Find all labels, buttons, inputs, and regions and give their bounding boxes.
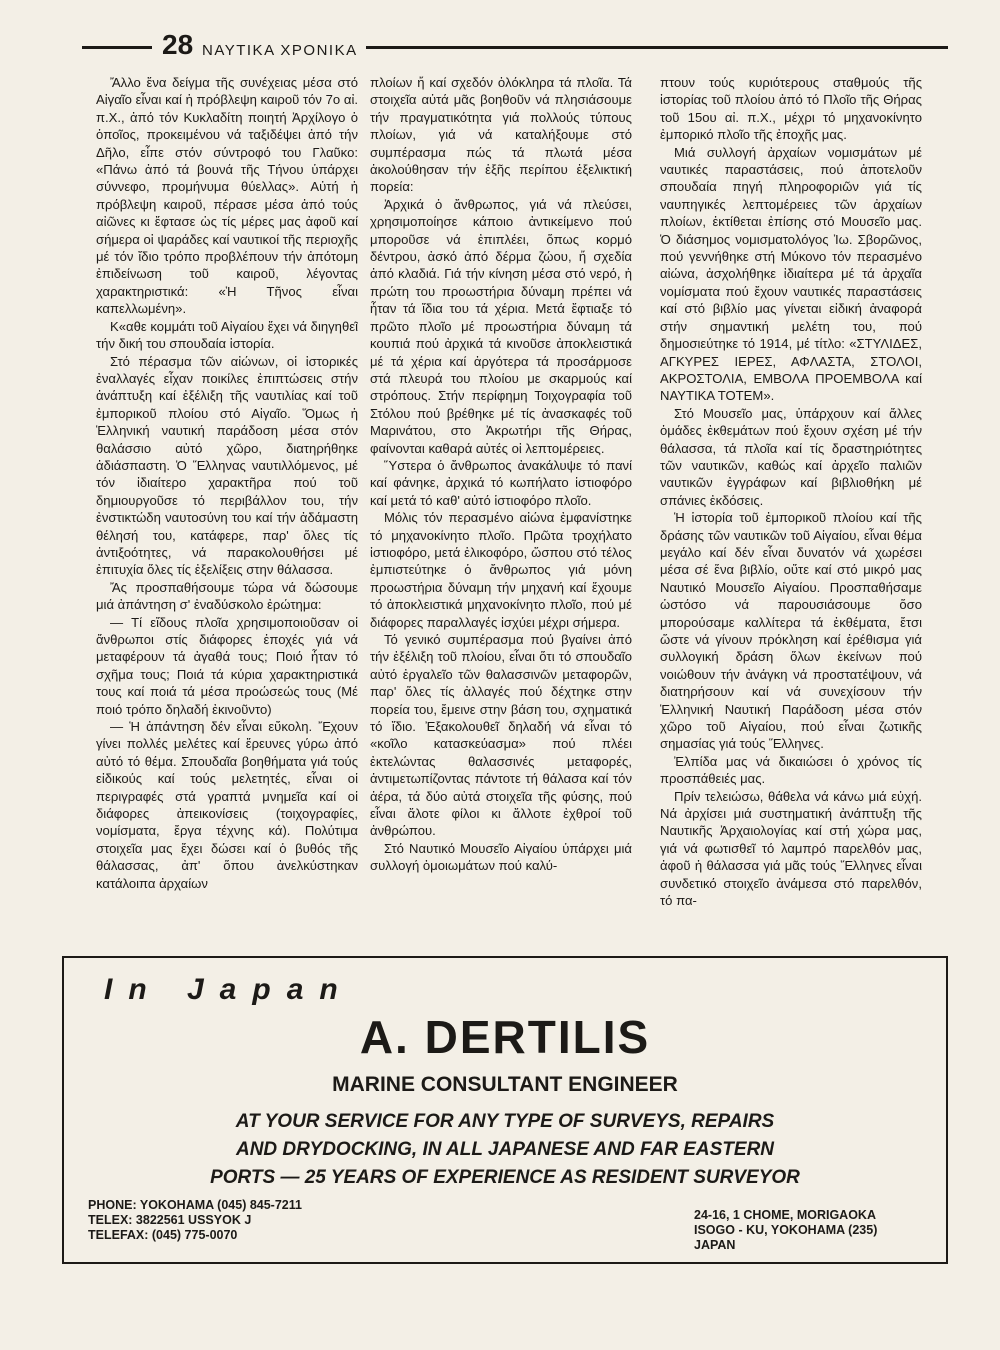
paragraph: Πρίν τελειώσω, θάθελα νά κάνω μιά εὐχή. Νά ἀρχίσει μιά συστηματική ἀνάπτυξη τῆς Ναυτικῆς Ἀρχαιολογίας καί στή χώρα μας, γιά νά φωτισθεῖ τό λαμπρό παρελθόν μας, ἀφοῦ ἡ θάλασσα γιά μᾶς τούς Ἕλληνες εἶναι συνδετικό στοιχεῖο ἀνάμεσα στό παρελθόν, τό πα- [660, 788, 922, 909]
ad-service-text [64, 1108, 946, 1192]
ad-telex: TELEX: 3822561 USSYOK J [88, 1213, 252, 1227]
ad-address-line: JAPAN [694, 1238, 736, 1252]
ad-service-line: AND DRYDOCKING, IN ALL JAPANESE AND FAR EASTERN [235, 1139, 775, 1160]
paragraph: Ὕστερα ὁ ἄνθρωπος ἀνακάλυψε τό πανί καί φάνηκε, ἀρχικά τό κωπήλατο ἱστιοφόρο καί μετά τό καθ' αὐτό ἱστιοφόρο πλοῖο. [370, 457, 632, 508]
ad-profession: MARINE CONSULTANT ENGINEER [332, 1073, 678, 1096]
paragraph: πτουν τούς κυριότερους σταθμούς τῆς ἱστορίας τοῦ πλοίου ἀπό τό Πλοῖο τῆς Θήρας τοῦ 15ου αἰ. π.Χ., μέχρι τό μηχανοκίνητο ἐμπορικό πλοῖο τῆς ἐποχῆς μας. [660, 75, 922, 143]
ad-address-line: 24-16, 1 CHOME, MORIGAOKA [694, 1208, 876, 1222]
paragraph: Τό γενικό συμπέρασμα πού βγαίνει ἀπό τήν ἐξέλιξη τοῦ πλοίου, εἶναι ὅτι τό σπουδαῖο αὐτό ἐργαλεῖο τῶν θαλασσινῶν μεταφορῶν, παρ' ὅλες τίς ἀλλαγές πού δέχτηκε στην πορεία του, ἔμεινε στην βάση του, σχηματικά τό ἴδιο. Ἐξακολουθεῖ δηλαδή νά εἶναι τό «κοῖλο κατασκεύασμα» πού πλέει ἐκτελώντας θαλασσινές μεταφορές, ἀντιμετωπίζοντας πάντοτε τή θάλασα καί τόν ἀέρα, τά δύο αὐτά στοιχεῖα τῆς φύσης, πού εἶναι ἄλοτε φίλοι κι ἄλλοτε ἐχθροί τοῦ ἀνθρώπου. [370, 632, 632, 839]
paragraph: Ἀρχικά ὁ ἄνθρωπος, γιά νά πλεύσει, χρησιμοποίησε κάποιο ἀντικείμενο πού μποροῦσε νά ἐπιπλέει, ὅπως κορμό δέντρου, ἀσκό ἀπό δέρμα ζώου, ἤ σχεδία ἀπό κλαδιά. Γιά τήν κίνηση μέσα στό νερό, ἡ πρώτη του προωστήρια δύναμη πρέπει νά ἦταν τά ἴδια του τά χέρια. Μετά ἔφτιαξε τό πρῶτο πλοῖο μέ προωστήρια δύναμη τά κουπιά πού ἀρχικά τά κινοῦσε ἀποκλειστικά μέ τά χέρια καί ἀργότερα τά προσάρμοσε στά πλευρά του πλοίου με σκαρμούς καί στρόπους. Στήν περίφημη Τοιχογραφία τοῦ Στόλου πού βρέθηκε μέ τίς ἀνασκαφές τοῦ Μαρινάτου, στο Ἀκρωτήρι τῆς Θήρας, φαίνονται καθαρά αὐτές οἱ λεπτομέρειες. [370, 196, 632, 456]
ad-telefax: TELEFAX: (045) 775-0070 [88, 1228, 238, 1242]
paragraph: — Τί εἴδους πλοῖα χρησιμοποιοῦσαν οἱ ἄνθρωποι στίς διάφορες ἐποχές γιά νά μεταφέρουν τά ἀγαθά τους; Ποιό ἦταν τό σχῆμα τους; Ποιά τά κύρια χαρακτηριστικά τους καί ποιά τά μέσα προώσεώς τους (Μέ ποιό τρόπο δηλαδή ἐκινοῦντο) [96, 614, 358, 717]
paragraph: Στό Ναυτικό Μουσεῖο Αἰγαίου ὑπάρχει μιά συλλογή ὁμοιωμάτων πού καλύ- [370, 840, 632, 874]
magazine-title [202, 42, 366, 60]
page-number: 28 [162, 29, 194, 60]
paragraph: Στό Μουσεῖο μας, ὑπάρχουν καί ἄλλες ὁμάδες ἐκθεμάτων πού ἔχουν σχέση μέ τήν θάλασσα, τά πλοῖα καί τίς δραστηριότητες τῶν ναυτικῶν, καθώς καί ἀρχεῖο παλιῶν ναυτικῶν ἐγγράφων καί βιβλιοθήκη μέ σπάνιες ἐκδόσεις. [660, 405, 922, 508]
magazine-title-text: ΝΑΥΤΙΚΑ ΧΡΟΝΙΚΑ [202, 42, 366, 59]
paragraph: Ἐλπίδα μας νά δικαιώσει ὁ χρόνος τίς προσπάθειές μας. [660, 753, 922, 787]
paragraph: — Ἡ ἀπάντηση δέν εἶναι εὔκολη. Ἔχουν γίνει πολλές μελέτες καί ἔρευνες γύρω ἀπό αὐτό τό θέμα. Σπουδαῖα βοηθήματα γιά τούς εἰδικούς καί τούς μελετητές, εἶναι οἱ περιγραφές στά γραπτά μνημεῖα καί οἱ διάφορες ἀπεικονίσεις (τοιχογραφίες, νομίσματα, ἔργα τέχνης κά). Πολύτιμα στοιχεῖα μας ἔχει δώσει καί ὁ βυθός τῆς θάλασσας, ἀπ' ὅπου ἀνελκύστηκαν κατάλοιπα ἀρχαίων [96, 719, 358, 891]
ad-service-line: PORTS — 25 YEARS OF EXPERIENCE AS RESIDENT SURVEYOR [210, 1167, 800, 1188]
advertisement [62, 956, 948, 1264]
article-column-3 [660, 74, 922, 944]
ad-tagline: In Japan [104, 973, 354, 1006]
paragraph: πλοίων ἤ καί σχεδόν ὁλόκληρα τά πλοῖα. Τά στοιχεῖα αὐτά μᾶς βοηθοῦν νά πλησιάσουμε τήν πραγματικότητα γιά πολλούς τύπους πλοίων, γιά νά καταλήξουμε στό συμπέρασμα πώς τά πλωτά μέσα ἀκολούθησαν τήν ἑξῆς περίπου ἐξελικτική πορεία: [370, 75, 632, 195]
paragraph: Κ«αθε κομμάτι τοῦ Αἰγαίου ἔχει νά διηγηθεῖ τήν δική του σπουδαία ἱστορία. [96, 318, 358, 352]
paragraph: Ἡ ἱστορία τοῦ ἐμπορικοῦ πλοίου καί τῆς δράσης τῶν ναυτικῶν τοῦ Αἰγαίου, εἶναι θέμα μεγάλο καί δέν εἶναι δυνατόν νά χωρέσει μέσα σέ ἕνα βιβλίο, οὔτε καί στό μικρό μας Ναυτικό Μουσεῖο Αἰγαίου. Προσπαθήσαμε ὡστόσο νά παρουσιάσουμε ὅσο μπορούσαμε καλλίτερα τά ἐκθέματα, ἔτσι ὥστε νά γίνουν πρόκληση καί ἐρέθισμα γιά συλλογική δράση ὅλων ἐκείνων πού νοιώθουν τήν ἀνάγκη νά προστατέψουν, νά διατηρήσουν καί νά συνεχίσουν τήν Ἑλληνική Ναυτική Παράδοση μέσα στόν χῶρο τοῦ Αἰγαίου, πού εἶναι ζωτικῆς σημασίας γιά τούς Ἕλληνες. [660, 510, 922, 752]
paragraph: Ἄς προσπαθήσουμε τώρα νά δώσουμε μιά ἀπάντηση σ' ἐναδύσκολο ἐρώτημα: [96, 579, 358, 613]
article-column-2 [370, 74, 632, 944]
header-rule-left [82, 46, 152, 49]
article-body [96, 74, 952, 944]
article-column-1 [96, 74, 358, 944]
ad-service-line: AT YOUR SERVICE FOR ANY TYPE OF SURVEYS, REPAIRS [235, 1111, 775, 1132]
ad-contacts [88, 1198, 302, 1243]
paragraph: Ἄλλο ἕνα δείγμα τῆς συνέχειας μέσα στό Αἰγαῖο εἶναι καί ἡ πρόβλεψη καιροῦ τόν 7ο αἰ. π.Χ., ἀπό τόν Κυκλαδίτη ποιητή Ἀρχίλογο ὁ ὁποῖος, προκειμένου νά ταξιδέψει ἀπό τήν Δῆλο, εἶπε στόν σύντροφό του Γλαῦκο: «Πάνω ἀπό τά βουνά τῆς Τήνου ὑπάρχει σύννεφο, προμήνυμα θύελλας». Αὐτή ἡ πρόβλεψη καιροῦ, πέρασε μέσα ἀπό τούς αἰῶνες κι ἔφτασε ὡς τίς μέρες μας ἀφοῦ καί σήμερα οἱ ψαράδες καί ναυτικοί τῆς περιοχῆς μέ τόν ἴδιο τρόπο προβλέπουν τήν ἀπότομη ἐπιδείνωση τοῦ καιροῦ, λέγοντας χαρακτηριστικά: «Ἡ Τῆνος εἶναι καπελλωμένη». [96, 75, 358, 317]
paragraph: Μιά συλλογή ἀρχαίων νομισμάτων μέ ναυτικές παραστάσεις, πού ἀποτελοῦν σπουδαία πηγή πληροφοριῶν γιά τίς ναυπηγικές λεπτομέρειες τῶν ἀρχαίων πλοίων, ἐκτίθεται ἐπίσης στό Μουσεῖο μας. Ὁ διάσημος νομισματολόγος Ἰω. Σβορῶνος, πού γεννήθηκε στή Μύκονο τόν περασμένο αἰώνα, ἀσχολήθηκε ἰδιαίτερα μέ τά ἀρχαῖα νομίσματα πού ἔχουν ναυτικές παραστάσεις καί στό βιβλίο μας γίνεται εἰδική ἀναφορά στήν σημαντική μελέτη του, πού δημοσιεύτηκε τό 1914, μέ τίτλο: «ΣΤΥΛΙΔΕΣ, ΑΓΚΥΡΕΣ ΙΕΡΕΣ, ΑΦΛΑΣΤΑ, ΣΤΟΛΟΙ, ΑΚΡΟΣΤΟΛΙΑ, ΕΜΒΟΛΑ ΠΡΟΕΜΒΟΛΑ καί ΝΑΥΤΙΚΑ ΤΟΤΕΜ». [660, 144, 922, 404]
paragraph: Στό πέρασμα τῶν αἰώνων, οἱ ἱστορικές ἐναλλαγές εἶχαν ποικίλες ἐπιπτώσεις στήν ἀνάπτυξη καί ἐξέλιξη τῆς ναυτιλίας καί τοῦ ἐμπορικοῦ πλοίου στό Αἰγαῖο. Ὅμως ἡ Ἑλληνική ναυτική παράδοση μέσα στόν θαλάσσιο αὐτό χῶρο, διατηρήθηκε ἀδιάσπαστη. Ὁ Ἕλληνας ναυτιλλόμενος, μέ τόν ἰδιαίτερο χαρακτῆρα πού τοῦ δημιουργοῦσε τό περιβάλλον του, τήν ἐνστικτώδη ναυτοσύνη του καί τήν ἀδάμαστη θέλησή του, κατάφερε, παρ' ὅλες τίς ἀντιξοότητες, νά παρακολουθήσει μέ ἐπιτυχία ὅλες τίς ἐξελίξεις στην θάλασσα. [96, 353, 358, 578]
paragraph: Μόλις τόν περασμένο αἰώνα ἐμφανίστηκε τό μηχανοκίνητο πλοῖο. Πρῶτα τροχήλατο ἱστιοφόρο, μετά ἑλικοφόρο, ὥσπου στό τέλος ἐμπιστεύτηκε ὁ ἄνθρωπος γιά μόνη προωστήρια δύναμη τήν μηχανή καί ἔχουμε τό ἀποκλειστικά μηχανοκίνητο πλοῖο, πού μέ διάφορες παραλλαγές ἰσχύει μέχρι σήμερα. [370, 510, 632, 630]
ad-address [694, 1208, 877, 1253]
ad-company-name: A. DERTILIS [359, 1011, 651, 1063]
ad-phone: PHONE: YOKOHAMA (045) 845-7211 [88, 1198, 302, 1212]
ad-address-line: ISOGO - KU, YOKOHAMA (235) [694, 1223, 878, 1237]
